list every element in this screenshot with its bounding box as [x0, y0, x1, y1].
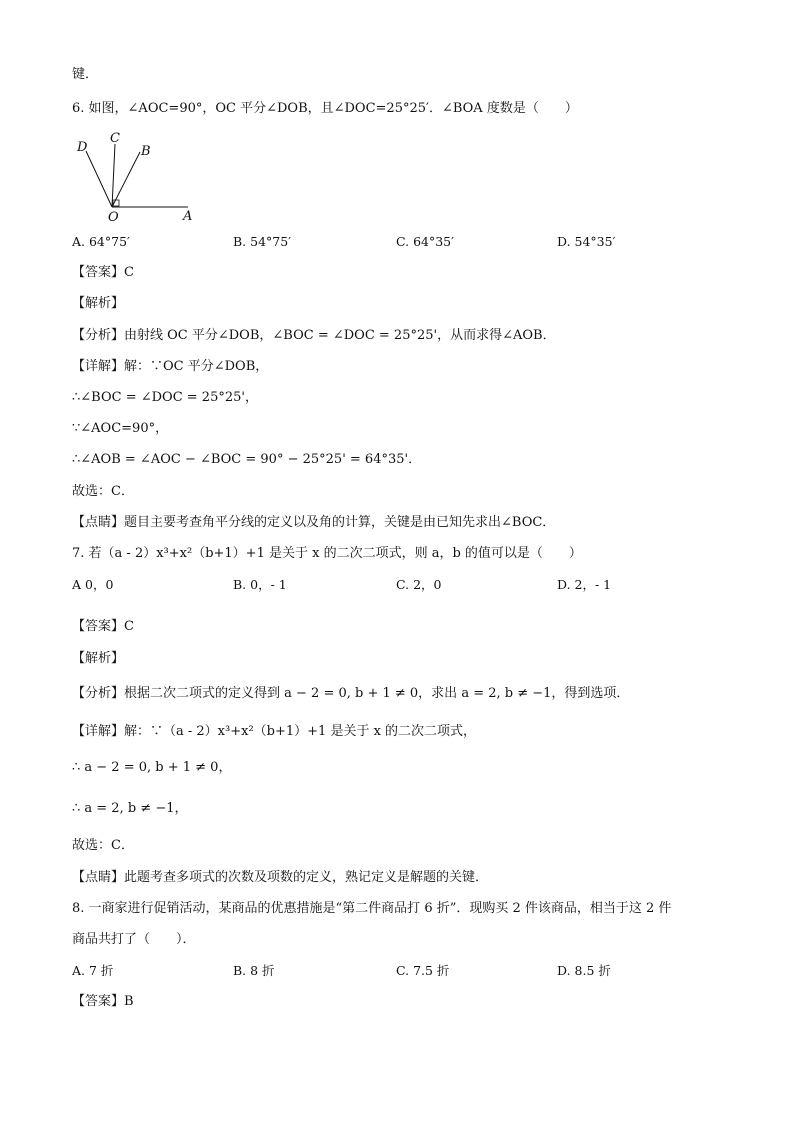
q6-option-a: A. 64°75′: [72, 234, 130, 249]
question-8-line-2: 商品共打了（ ）．: [72, 932, 196, 947]
label-o: O: [108, 210, 119, 225]
q7-option-a: A 0，0: [72, 577, 114, 592]
q7-step-2: ∴ a = 2, b ≠ −1，: [72, 801, 188, 816]
q6-jiexi: 【解析】: [72, 296, 125, 311]
q6-step-3: ∴∠AOB = ∠AOC − ∠BOC = 90° − 25°25' = 64°35'．: [72, 452, 422, 467]
q8-option-d: D. 8.5 折: [557, 963, 611, 978]
q6-option-b: B. 54°75′: [233, 234, 292, 249]
q6-answer: 【答案】C: [72, 265, 134, 280]
label-a: A: [183, 209, 193, 224]
q6-analysis: 【分析】由射线 OC 平分∠DOB，∠BOC = ∠DOC = 25°25'，从而求得∠AOB．: [72, 328, 556, 343]
q7-option-b: B. 0，- 1: [233, 577, 287, 592]
q7-step-1: ∴ a − 2 = 0, b + 1 ≠ 0，: [72, 760, 232, 775]
q7-jiexi: 【解析】: [72, 651, 125, 666]
ray-oc: [112, 144, 115, 207]
q6-option-d: D. 54°35′: [557, 234, 616, 249]
q7-choice: 故选：C．: [72, 838, 134, 853]
question-7: 7. 若（a - 2）x³+x²（b+1）+1 是关于 x 的二次二项式，则 a，b 的值可以是（ ）: [72, 546, 582, 561]
question-6: 6. 如图，∠AOC=90°，OC 平分∠DOB，且∠DOC=25°25′．∠BOA 度数是（ ）: [72, 101, 578, 116]
q8-answer: 【答案】B: [72, 994, 134, 1009]
label-c: C: [110, 131, 120, 146]
q7-comment: 【点睛】此题考查多项式的次数及项数的定义，熟记定义是解题的关键．: [72, 870, 489, 885]
angle-figure: [70, 126, 210, 226]
q7-option-c: C. 2，0: [396, 577, 442, 592]
q6-choice: 故选：C．: [72, 484, 134, 499]
q6-step-2: ∵∠AOC=90°，: [72, 421, 169, 436]
q6-comment: 【点睛】题目主要考查角平分线的定义以及角的计算，关键是由已知先求出∠BOC．: [72, 515, 556, 530]
q7-option-d: D. 2，- 1: [557, 577, 612, 592]
text-line: 键．: [72, 67, 99, 82]
q8-option-a: A. 7 折: [72, 963, 114, 978]
q8-option-b: B. 8 折: [233, 963, 275, 978]
label-b: B: [141, 144, 151, 159]
q6-step-1: ∴∠BOC = ∠DOC = 25°25'，: [72, 390, 258, 405]
q7-analysis: 【分析】根据二次二项式的定义得到 a − 2 = 0, b + 1 ≠ 0，求出 a = 2, b ≠ −1，得到选项．: [72, 686, 630, 701]
label-d: D: [77, 140, 88, 155]
q8-option-c: C. 7.5 折: [396, 963, 450, 978]
ray-ob: [112, 152, 140, 207]
q7-answer: 【答案】C: [72, 619, 134, 634]
ray-od: [86, 151, 112, 207]
q6-option-c: C. 64°35′: [396, 234, 454, 249]
q7-detail: 【详解】解：∵（a - 2）x³+x²（b+1）+1 是关于 x 的二次二项式，: [72, 724, 477, 739]
q6-detail: 【详解】解：∵OC 平分∠DOB，: [72, 359, 269, 374]
question-8-line-1: 8. 一商家进行促销活动，某商品的优惠措施是“第二件商品打 6 折”．现购买 2 件该商品，相当于这 2 件: [72, 901, 672, 916]
